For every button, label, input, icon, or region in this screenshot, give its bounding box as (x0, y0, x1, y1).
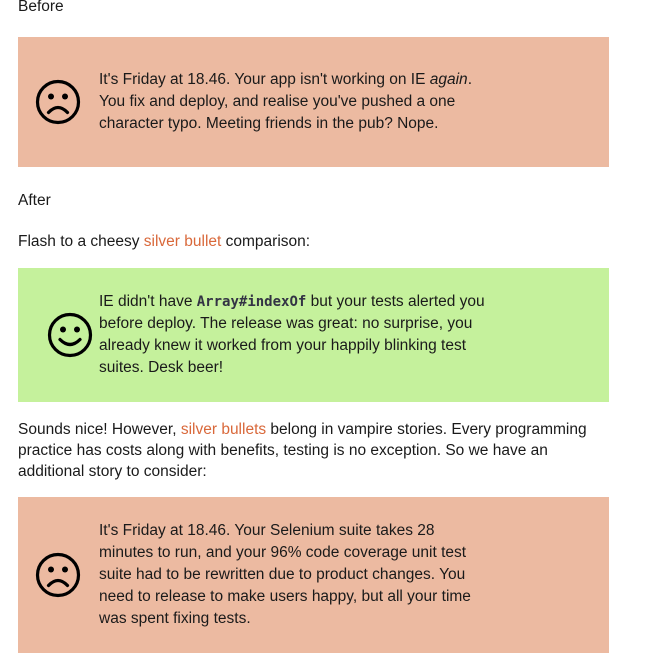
flash-text-part-1: Flash to a cheesy (18, 233, 144, 250)
after-story-box (18, 268, 609, 402)
sad-face-icon (35, 79, 81, 125)
after-story-text (99, 291, 491, 379)
before-story-text (99, 69, 489, 135)
flash-paragraph (18, 231, 310, 252)
additional-story-text: It's Friday at 18.46. Your Selenium suite takes 28 minutes to run, and your 96% code coverage unit test suite had to be rewritten due to product changes. You need to release to make users happy, but all your time was spent fixing tests. (99, 522, 471, 627)
sounds-text-part-2: belong in vampire stories. Every programming practice has costs along with benefits, testing is no exception. So we have an additional story to consider: (18, 421, 587, 480)
array-indexof-code: Array#indexOf (196, 294, 307, 310)
silver-bullet-link[interactable]: silver bullet (143, 233, 222, 250)
after-story-text-part-1: IE didn't have (99, 293, 197, 310)
before-story-text-part-2: . You fix and deploy, and realise you've pushed a one character typo. Meeting friends in the pub? Nope. (99, 71, 472, 132)
before-story-box (18, 37, 609, 167)
after-story-text-part-2: but your tests alerted you before deploy. The release was great: no surprise, you already knew it worked from your happily blinking test suites. Desk beer! (99, 293, 485, 376)
before-story-emphasis: again (429, 71, 468, 88)
after-heading: After (18, 192, 51, 209)
additional-story-box (18, 497, 609, 653)
sounds-nice-paragraph (18, 419, 608, 482)
silver-bullets-link[interactable]: silver bullets (180, 421, 267, 438)
happy-face-icon (47, 312, 93, 358)
before-story-text-part-1: It's Friday at 18.46. Your app isn't working on IE (99, 71, 430, 88)
before-heading: Before (18, 0, 64, 15)
sounds-text-part-1: Sounds nice! However, (18, 421, 181, 438)
flash-text-part-2: comparison: (221, 233, 311, 250)
sad-face-icon (35, 552, 81, 598)
